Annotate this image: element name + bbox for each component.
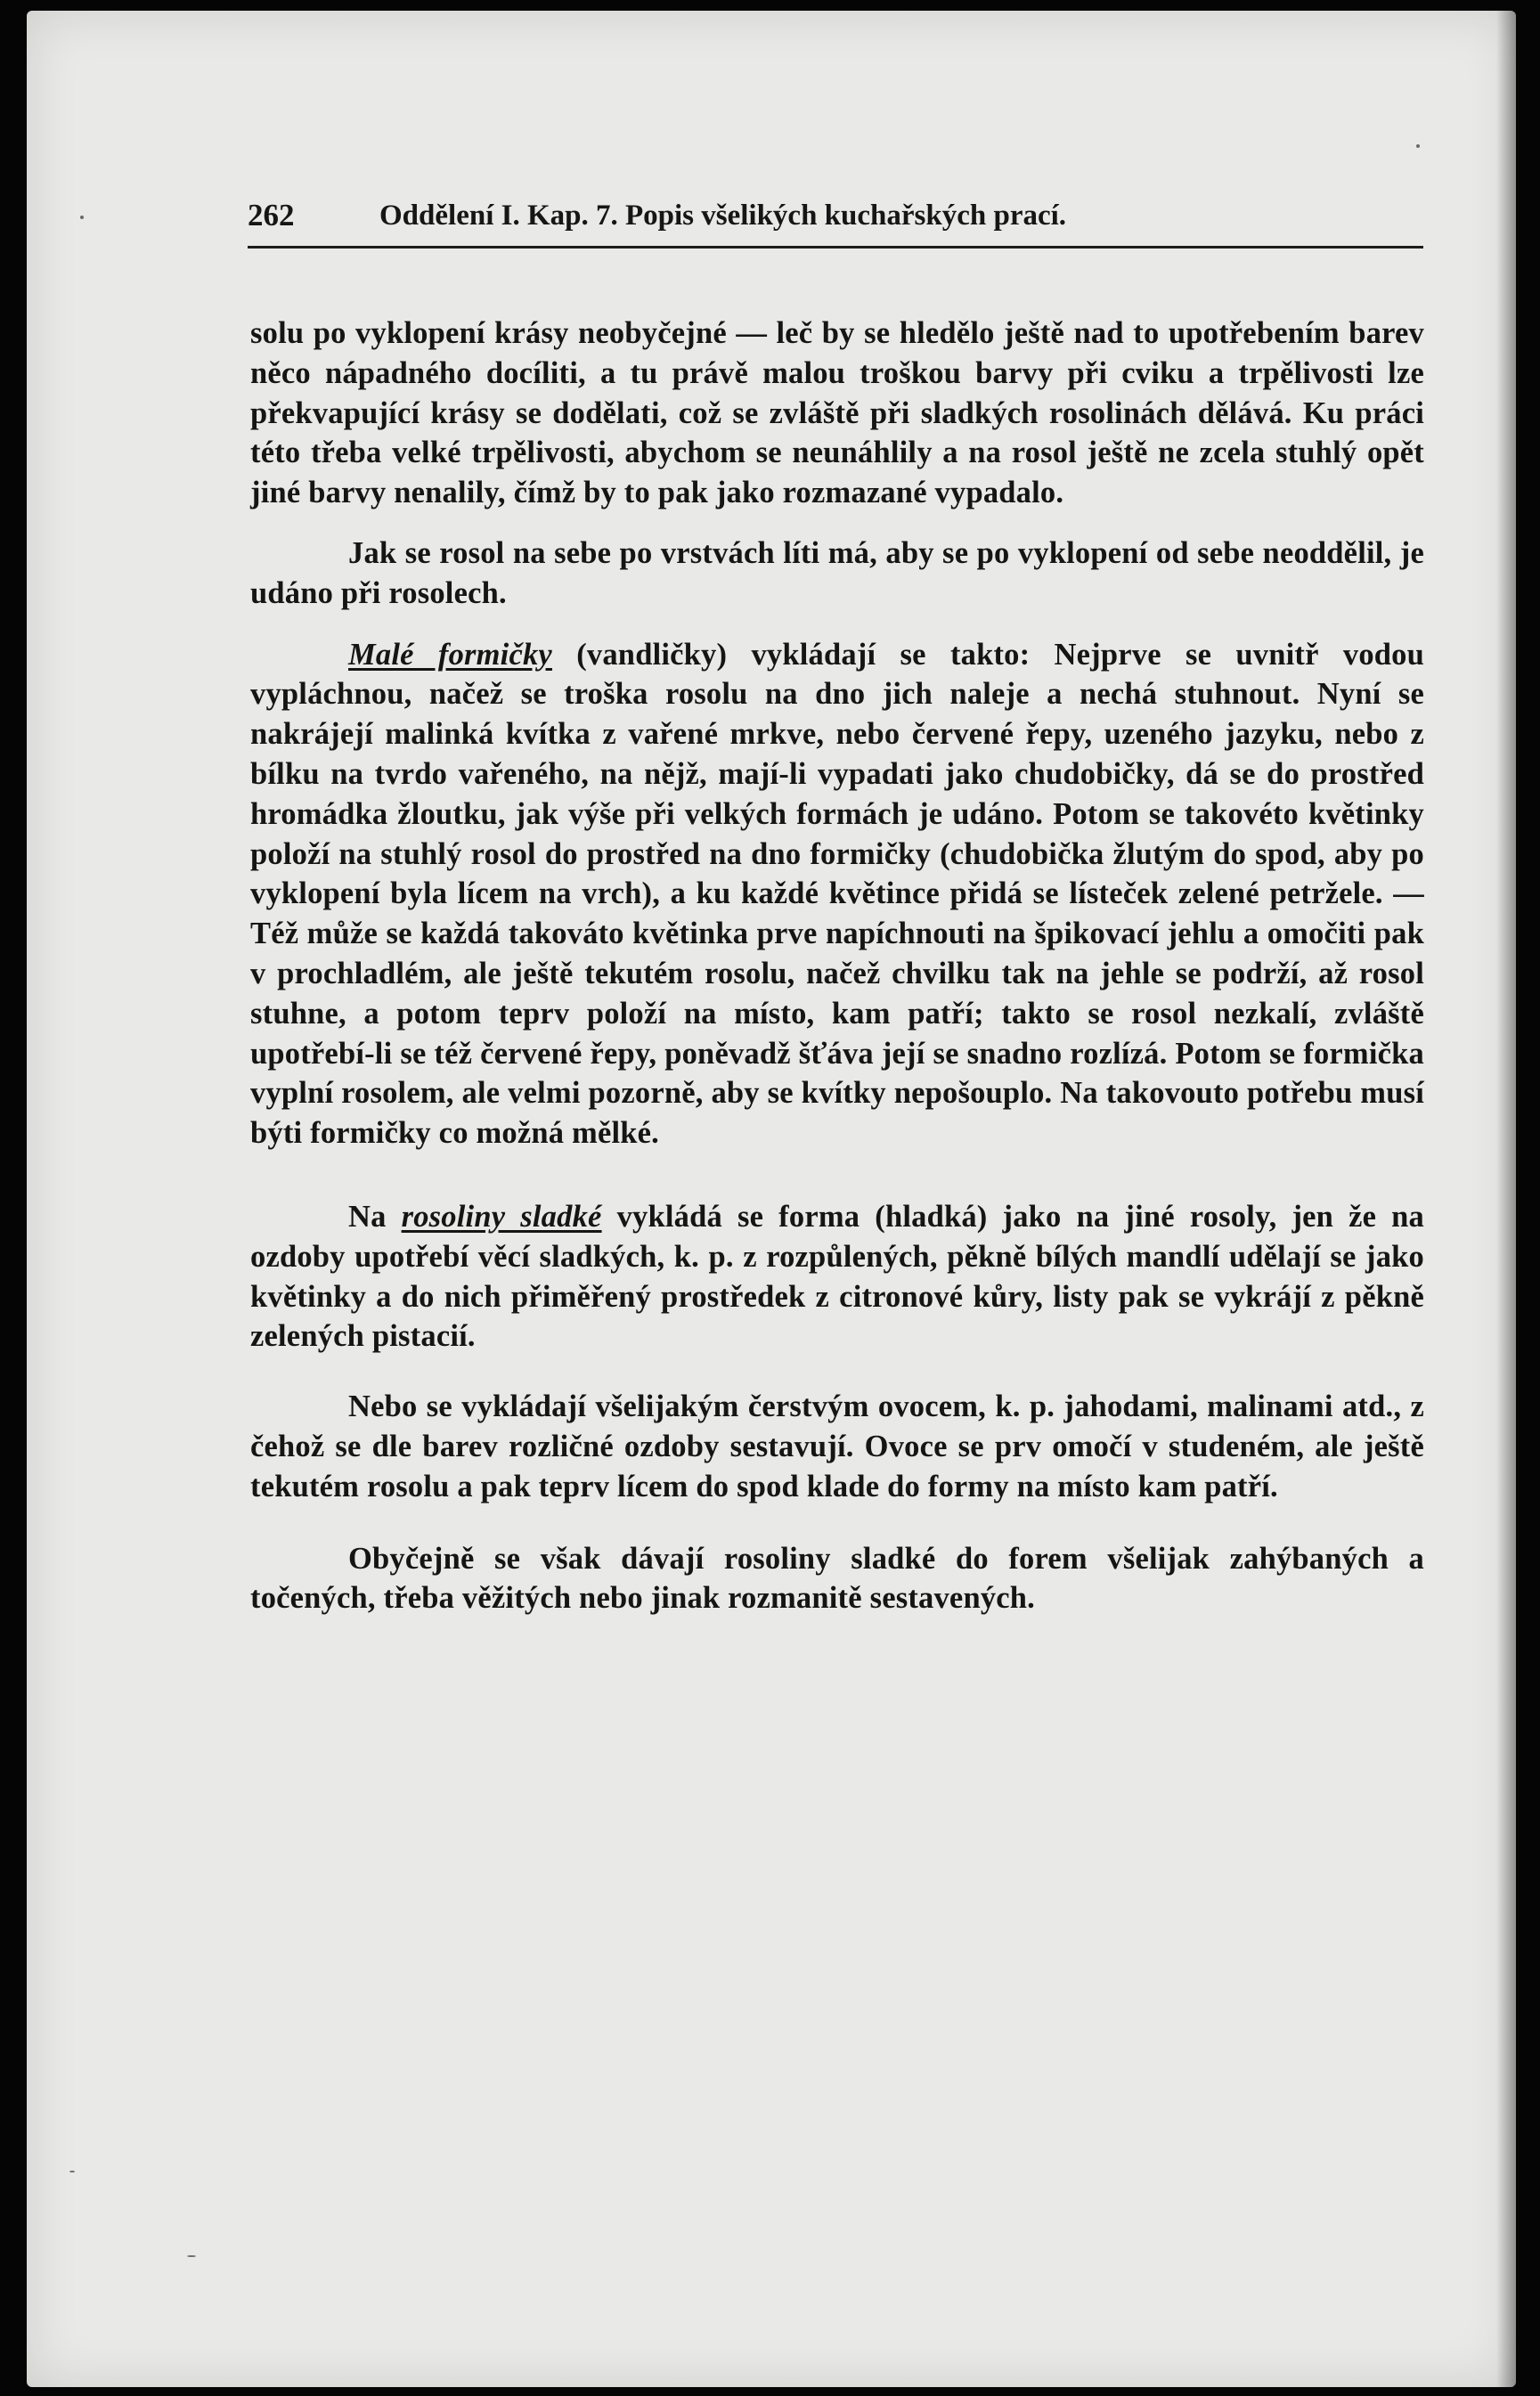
running-title: Oddělení I. Kap. 7. Popis všelikých kuchařských prací. bbox=[379, 200, 1067, 232]
paragraph-3 bbox=[250, 635, 1424, 1153]
speck bbox=[69, 2171, 75, 2172]
page-edge-shadow bbox=[1496, 11, 1516, 2387]
paragraph-4 bbox=[250, 1197, 1424, 1357]
paragraph-text: Obyčejně se však dávají rosoliny sladké do forem všelijak zahýbaných a točených, třeba věžitých nebo jinak rozmanitě sestavených. bbox=[250, 1541, 1424, 1616]
paragraph-text: Nebo se vykládají všelijakým čerstvým ovocem, k. p. jahodami, malinami atd., z čehož se dle barev rozličné ozdoby sestavují. Ovoce se prv omočí v studeném, ale ještě tekutém rosolu a pak teprv lícem do spod klade do formy na místo kam patří. bbox=[250, 1390, 1424, 1504]
header-rule bbox=[248, 246, 1423, 249]
page-number: 262 bbox=[248, 198, 295, 232]
italic-term: rosoliny sladké bbox=[401, 1199, 602, 1234]
page-header bbox=[248, 198, 1423, 246]
speck bbox=[80, 216, 84, 219]
speck bbox=[1416, 144, 1420, 148]
paragraph-text: solu po vyklopení krásy neobyčejné — leč by se hledělo ještě nad to upotřebením barev něco nápadného docíliti, a tu právě malou troškou barvy při cviku a trpělivosti lze překvapující krásy se dodělati, což se zvláště při sladkých rosolinách dělává. Ku práci této třeba velké trpělivosti, abychom se neunáhlily a na rosol ještě ne zcela stuhlý opět jiné barvy nenalily, čímž by to pak jako rozmazané vypadalo. bbox=[250, 316, 1424, 510]
italic-term: Malé formičky bbox=[348, 637, 552, 672]
paragraph-text: (vandličky) vykládají se takto: Nejprve se uvnitř vodou vypláchnou, načež se troška rosolu na dno jich naleje a nechá stuhnout. Nyní se nakrájejí malinká kvítka z vařené mrkve, nebo červené řepy, uzeného jazyku, nebo z bílku na tvrdo vařeného, na nějž, mají-li vypadati jako chudobičky, dá se do prostřed hromádka žloutku, jak výše při velkých formách je udáno. Potom se takovéto květinky položí na stuhlý rosol do prostřed na dno formičky (chudobička žlutým do spod, aby po vyklopení byla lícem na vrch), a ku každé květince přidá se lísteček zelené petržele. — Též může se každá takováto květinka prve napíchnouti na špikovací jehlu a omočiti pak v prochladlém, ale ještě tekutém rosolu, načež chvilku tak na jehle se podrží, až rosol stuhne, a potom teprv položí na místo, kam patří; takto se rosol nezkalí, zvláště upotřebí-li se též červené řepy, poněvadž šťáva její se snadno rozlízá. Potom se formička vyplní rosolem, ale velmi pozorně, aby se kvítky nepošouplo. Na takovouto potřebu musí býti formičky co možná mělké. bbox=[250, 637, 1424, 1151]
speck bbox=[187, 2255, 196, 2257]
paragraph-1 bbox=[250, 314, 1424, 513]
body-text bbox=[250, 314, 1424, 1618]
paragraph-5 bbox=[250, 1387, 1424, 1506]
paragraph-6 bbox=[250, 1539, 1424, 1619]
paragraph-text: vykládá se forma (hladká) jako na jiné rosoly, jen že na ozdoby upotřebí věcí sladkých, k. p. z rozpůlených, pěkně bílých mandlí udělají se jako květinky a do nich přiměřený prostředek z citronové kůry, listy pak se vykrájí z pěkně zelených pistacií. bbox=[250, 1199, 1424, 1354]
paragraph-text: Jak se rosol na sebe po vrstvách líti má, aby se po vyklopení od sebe neoddělil, je udáno při rosolech. bbox=[250, 535, 1424, 610]
paragraph-2 bbox=[250, 534, 1424, 614]
paragraph-text: Na bbox=[348, 1199, 402, 1234]
